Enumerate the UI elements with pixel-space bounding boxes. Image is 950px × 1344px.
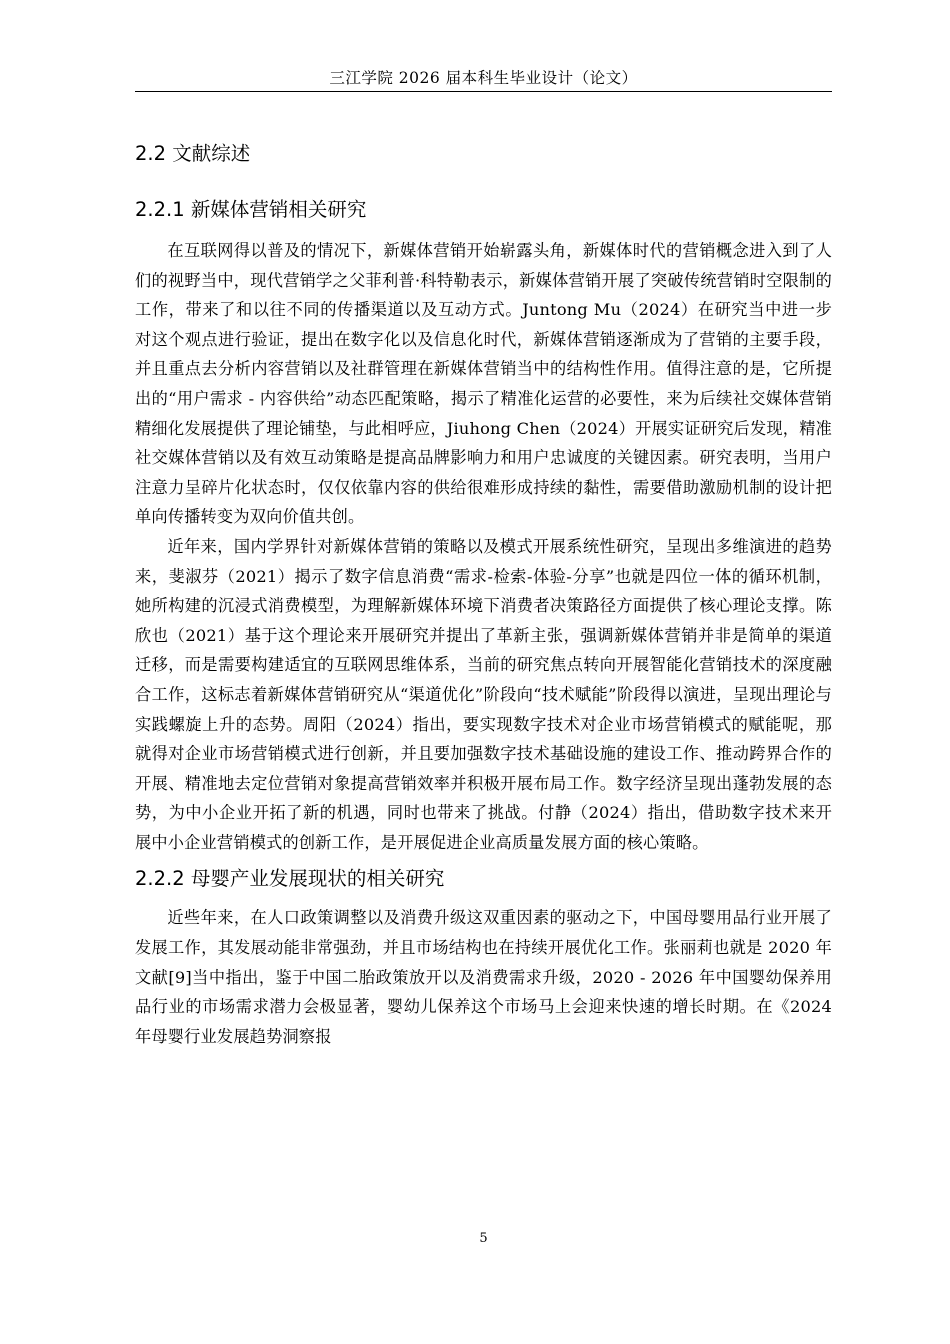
page-number: 5 bbox=[479, 1231, 488, 1246]
running-header: 三江学院 2026 届本科生毕业设计（论文） bbox=[329, 69, 638, 87]
page-body bbox=[135, 138, 832, 1051]
section-heading: 2.2 文献综述 bbox=[135, 142, 251, 165]
body-paragraph: 在互联网得以普及的情况下，新媒体营销开始崭露头角，新媒体时代的营销概念进入到了人们的视野当中，现代营销学之父菲利普·科特勒表示，新媒体营销开展了突破传统营销时空限制的工作，带来了和以往不同的传播渠道以及互动方式。Juntong Mu（2024）在研究当中进一步对这个观点进行验证，提出在数字化以及信息化时代，新媒体营销逐渐成为了营销的主要手段，并且重点去分析内容营销以及社群管理在新媒体营销当中的结构性作用。值得注意的是，它所提出的“用户需求 - 内容供给”动态匹配策略，揭示了精准化运营的必要性，来为后续社交媒体营销精细化发展提供了理论铺垫，与此相呼应，Jiuhong Chen（2024）开展实证研究后发现，精准社交媒体营销以及有效互动策略是提高品牌影响力和用户忠诚度的关键因素。研究表明，当用户注意力呈碎片化状态时，仅仅依靠内容的供给很难形成持续的黏性，需要借助激励机制的设计把单向传播转变为双向价值共创。 bbox=[135, 241, 832, 527]
body-paragraph: 近些年来，在人口政策调整以及消费升级这双重因素的驱动之下，中国母婴用品行业开展了发展工作，其发展动能非常强劲，并且市场结构也在持续开展优化工作。张丽莉也就是 2020 年文献[9]当中指出，鉴于中国二胎政策放开以及消费需求升级，2020 - 2026 年中国婴幼保养用品行业的市场需求潜力会极显著，婴幼儿保养这个市场马上会迎来快速的增长时期。在《2024 年母婴行业发展趋势洞察报 bbox=[135, 908, 832, 1046]
subsection-heading-new-media-marketing: 2.2.1 新媒体营销相关研究 bbox=[135, 198, 367, 221]
header-rule bbox=[135, 91, 832, 92]
body-paragraph: 近年来，国内学界针对新媒体营销的策略以及模式开展系统性研究，呈现出多维演进的趋势来，斐淑芬（2021）揭示了数字信息消费“需求-检索-体验-分享”也就是四位一体的循环机制，她所构建的沉浸式消费模型，为理解新媒体环境下消费者决策路径方面提供了核心理论支撑。陈欣也（2021）基于这个理论来开展研究并提出了革新主张，强调新媒体营销并非是简单的渠道迁移，而是需要构建适宜的互联网思维体系，当前的研究焦点转向开展智能化营销技术的深度融合工作，这标志着新媒体营销研究从“渠道优化”阶段向“技术赋能”阶段得以演进，呈现出理论与实践螺旋上升的态势。周阳（2024）指出，要实现数字技术对企业市场营销模式的赋能呢，那就得对企业市场营销模式进行创新，并且要加强数字技术基础设施的建设工作、推动跨界合作的开展、精准地去定位营销对象提高营销效率并积极开展布局工作。数字经济呈现出蓬勃发展的态势，为中小企业开拓了新的机遇，同时也带来了挑战。付静（2024）指出，借助数字技术来开展中小企业营销模式的创新工作，是开展促进企业高质量发展方面的核心策略。 bbox=[135, 536, 832, 852]
subsection-heading-maternal-infant-industry: 2.2.2 母婴产业发展现状的相关研究 bbox=[135, 867, 445, 891]
